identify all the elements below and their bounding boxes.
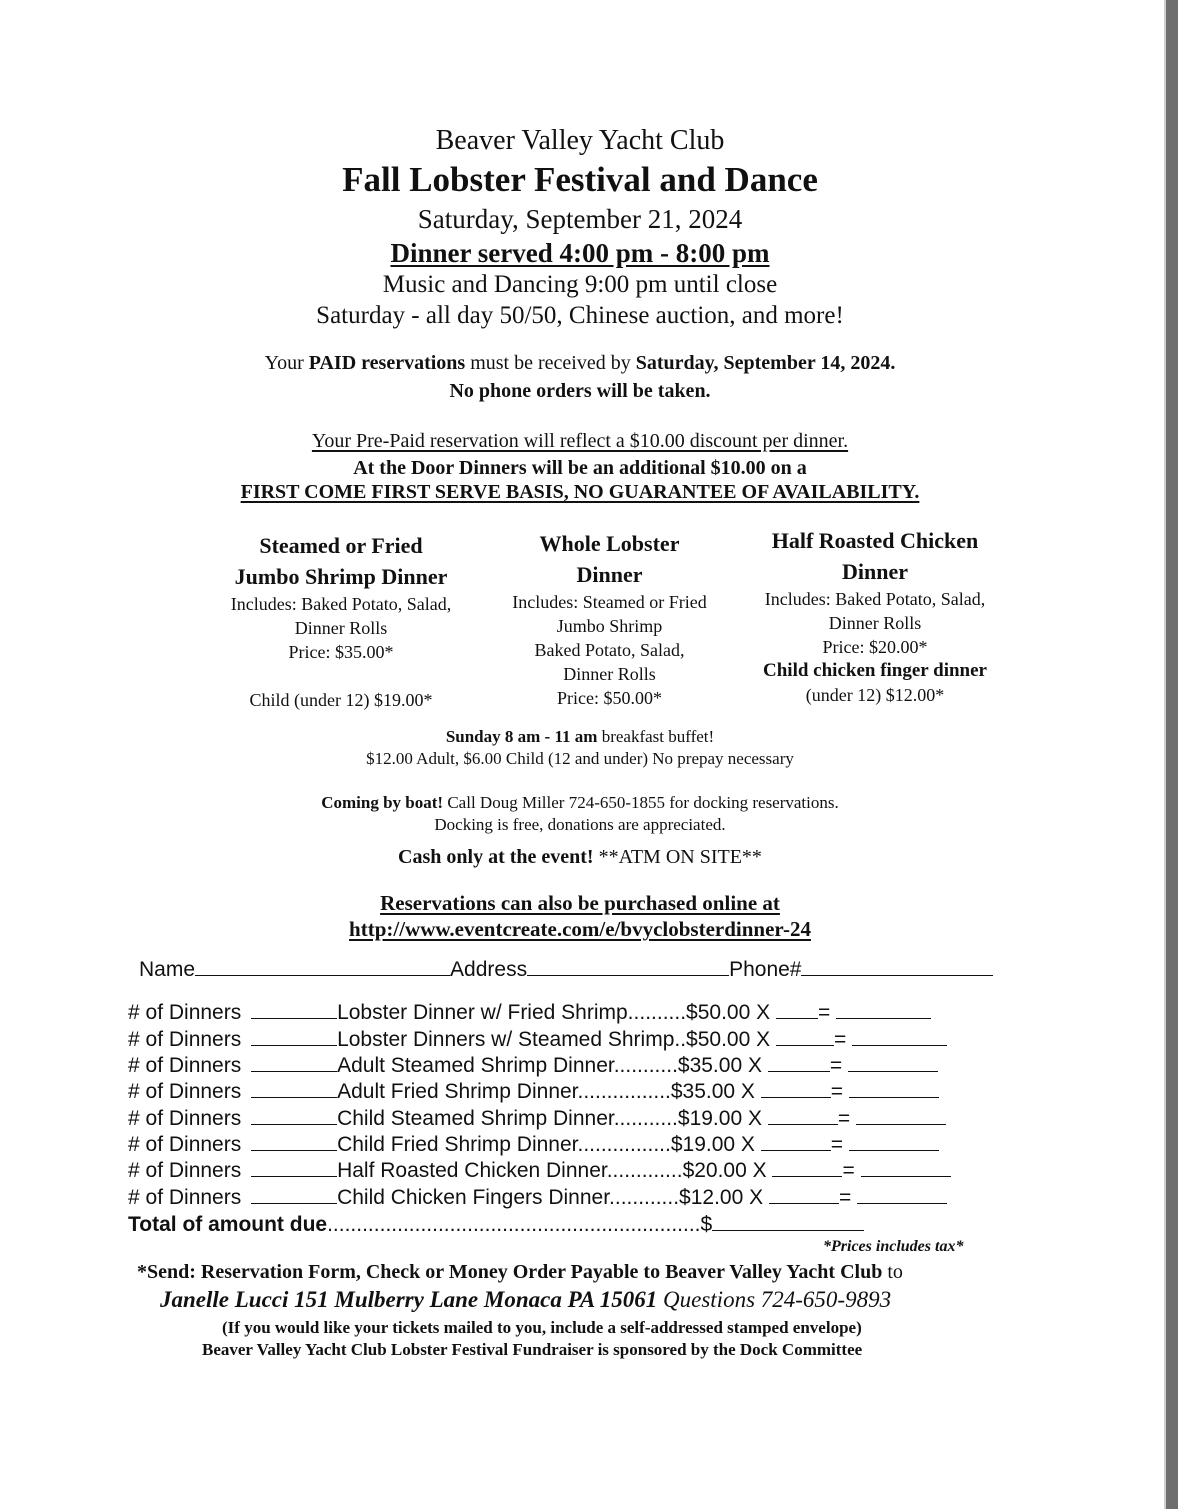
door-dinner-notice: At the Door Dinners will be an additional $10.00 on a [353,457,807,479]
order-row: # of Dinners Lobster Dinners w/ Steamed Shrimp..$50.00 X = [128,1028,947,1052]
mail-note-1: (If you would like your tickets mailed to you, [222,1318,551,1337]
subtotal-field[interactable] [849,1080,939,1098]
lobster-includes-4: Dinner Rolls [563,664,656,684]
lobster-title-1: Whole Lobster [539,531,680,556]
dinner-count-field[interactable] [251,1133,337,1151]
mail-tickets-note [222,1318,862,1338]
shrimp-includes-1: Includes: Baked Potato, Salad, [230,594,452,614]
boat-docking [0,793,1160,813]
subtotal-field[interactable] [848,1054,938,1072]
dinner-count-field[interactable] [251,1028,337,1046]
menu-lobster [487,527,732,710]
address-label: Address [450,958,528,981]
reservation-deadline [0,352,1160,375]
chicken-child-title: Child chicken finger dinner [763,660,987,681]
chicken-title-2: Dinner [842,559,908,584]
total-dots: ................................................................$ [327,1213,713,1236]
quantity-field[interactable] [761,1080,831,1098]
music-time: Music and Dancing 9:00 pm until close [382,271,778,298]
quantity-field[interactable] [776,1001,818,1019]
dinner-count-field[interactable] [251,1186,337,1204]
online-url[interactable]: http://www.eventcreate.com/e/bvyclobsterdinner-24 [349,917,811,941]
lobster-includes-1: Includes: Steamed or Fried [512,592,707,612]
name-label: Name [139,958,196,981]
subtotal-field[interactable] [852,1028,947,1046]
phone-label: Phone# [729,958,802,981]
event-date: Saturday, September 21, 2024 [417,204,743,234]
menu-shrimp [196,529,486,712]
dinners-label: # of Dinners [128,1001,242,1024]
order-item: Lobster Dinner w/ Fried Shrimp..........$50.00 X [337,1001,771,1024]
order-item: Adult Fried Shrimp Dinner................$35.00 X [337,1080,755,1103]
order-item: Child Steamed Shrimp Dinner...........$19.00 X [337,1107,762,1130]
dinners-label: # of Dinners [128,1080,242,1103]
lobster-title-2: Dinner [576,562,643,587]
mail-note-2: include a self-addressed stamped envelope) [550,1318,862,1337]
dinner-time: Dinner served 4:00 pm - 8:00 pm [390,238,770,268]
cash-only [0,846,1160,869]
sunday-prices: $12.00 Adult, $6.00 Child (12 and under) No prepay necessary [366,749,794,768]
order-row: # of Dinners Half Roasted Chicken Dinner.............$20.00 X = [128,1159,951,1183]
chicken-price: Price: $20.00* [822,637,928,657]
menu-chicken [730,524,1020,707]
shrimp-child-price: Child (under 12) $19.00* [249,690,433,710]
shrimp-price: Price: $35.00* [288,642,394,662]
subtotal-field[interactable] [849,1133,939,1151]
quantity-field[interactable] [768,1107,838,1125]
shrimp-title-2: Jumbo Shrimp Dinner [234,564,448,589]
send-instructions [137,1261,903,1284]
docking-free: Docking is free, donations are appreciated. [434,815,726,834]
event-title: Fall Lobster Festival and Dance [342,160,818,199]
dinners-label: # of Dinners [128,1028,242,1051]
sunday-time: Sunday 8 am - 11 am [445,727,598,746]
deadline-date: Saturday, September 14, 2024. [635,352,896,374]
page-edge [1166,0,1178,1509]
order-row: # of Dinners Child Fried Shrimp Dinner................$19.00 X = [128,1133,939,1157]
discount-notice: Your Pre-Paid reservation will reflect a $10.00 discount per dinner. [311,430,849,452]
club-name: Beaver Valley Yacht Club [435,125,725,156]
paid-reservations: PAID reservations [308,352,466,374]
order-row: # of Dinners Adult Fried Shrimp Dinner................$35.00 X = [128,1080,939,1104]
quantity-field[interactable] [772,1159,842,1177]
send-to: to [882,1261,903,1283]
online-heading: Reservations can also be purchased online at [380,891,780,915]
cash-heading: Cash only at the event! [398,846,594,868]
mailing-address: Janelle Lucci 151 Mulberry Lane Monaca PA 15061 [160,1287,658,1312]
order-row: # of Dinners Child Steamed Shrimp Dinner...........$19.00 X = [128,1107,946,1131]
no-phone-orders: No phone orders will be taken. [449,380,711,402]
subtotal-field[interactable] [856,1107,946,1125]
dinners-label: # of Dinners [128,1159,242,1182]
boat-heading: Coming by boat! [321,793,444,812]
dinner-count-field[interactable] [251,1001,337,1019]
dinners-label: # of Dinners [128,1054,242,1077]
quantity-field[interactable] [769,1186,839,1204]
order-item: Child Chicken Fingers Dinner............$12.00 X [337,1186,764,1209]
dinners-label: # of Dinners [128,1107,242,1130]
deadline-text-2: must be received by [465,352,636,374]
address-field[interactable] [527,957,729,976]
lobster-includes-3: Baked Potato, Salad, [534,640,685,660]
lobster-price: Price: $50.00* [557,688,662,708]
total-row [128,1213,864,1237]
name-field[interactable] [195,957,450,976]
quantity-field[interactable] [761,1133,831,1151]
chicken-title-1: Half Roasted Chicken [771,528,979,553]
shrimp-title-1: Steamed or Fried [259,533,423,558]
dinners-label: # of Dinners [128,1186,242,1209]
quantity-field[interactable] [768,1054,830,1072]
dinner-count-field[interactable] [251,1080,337,1098]
order-row: # of Dinners Lobster Dinner w/ Fried Shrimp..........$50.00 X = [128,1001,931,1025]
order-item: Adult Steamed Shrimp Dinner...........$35.00 X [337,1054,762,1077]
order-row: # of Dinners Adult Steamed Shrimp Dinner...........$35.00 X = [128,1054,938,1078]
tax-note: *Prices includes tax* [823,1238,964,1255]
deadline-text-1: Your [264,352,309,374]
subtotal-field[interactable] [857,1186,947,1204]
boat-text: Call Doug Miller 724-650-1855 for docking reservations. [443,793,839,812]
sunday-text: breakfast buffet! [597,727,715,746]
subtotal-field[interactable] [836,1001,931,1019]
saturday-events: Saturday - all day 50/50, Chinese auction, and more! [316,302,844,329]
total-field[interactable] [712,1213,864,1231]
dinner-count-field[interactable] [251,1054,337,1072]
sponsor-note: Beaver Valley Yacht Club Lobster Festival Fundraiser is sponsored by the Dock Committee [202,1340,863,1359]
questions-phone: Questions 724-650-9893 [657,1287,892,1312]
chicken-child-price: (under 12) $12.00* [805,685,945,705]
order-row: # of Dinners Child Chicken Fingers Dinner............$12.00 X = [128,1186,947,1210]
chicken-includes-1: Includes: Baked Potato, Salad, [764,589,986,609]
sunday-buffet [0,727,1160,747]
subtotal-field[interactable] [861,1159,951,1177]
dinner-count-field[interactable] [251,1159,337,1177]
shrimp-includes-2: Dinner Rolls [294,618,388,638]
chicken-includes-2: Dinner Rolls [828,613,922,633]
atm-text: **ATM ON SITE** [593,846,762,868]
order-item: Half Roasted Chicken Dinner.............$20.00 X [337,1159,767,1182]
availability-notice: FIRST COME FIRST SERVE BASIS, NO GUARANTEE OF AVAILABILITY. [240,481,920,503]
dinner-count-field[interactable] [251,1107,337,1125]
mail-address [160,1287,891,1313]
order-item: Child Fried Shrimp Dinner................$19.00 X [337,1133,755,1156]
dinners-label: # of Dinners [128,1133,242,1156]
phone-field[interactable] [801,957,993,976]
contact-line [139,957,993,982]
quantity-field[interactable] [776,1028,834,1046]
send-heading: *Send: Reservation Form, Check or Money Order Payable to Beaver Valley Yacht Club [137,1261,883,1283]
total-label: Total of amount due [128,1213,328,1236]
order-item: Lobster Dinners w/ Steamed Shrimp..$50.00 X [337,1028,771,1051]
lobster-includes-2: Jumbo Shrimp [556,616,663,636]
